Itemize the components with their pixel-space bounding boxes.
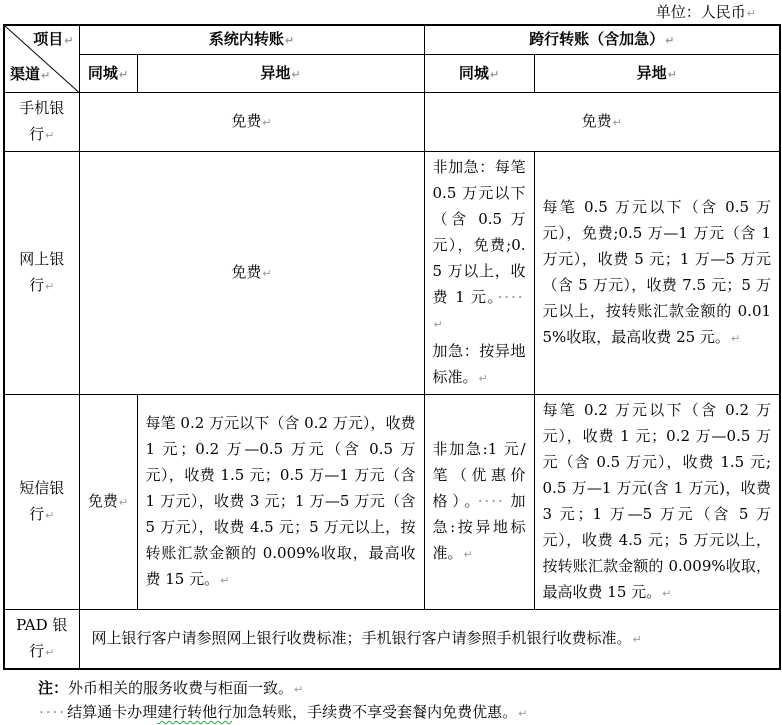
corner-header-channel: 渠道↵: [10, 65, 51, 83]
paragraph-mark: ↵: [730, 332, 741, 345]
document-page: [0, 3, 782, 721]
subheader-same-city-1: 同城↵: [79, 55, 137, 93]
paragraph-mark: ↵: [665, 34, 675, 47]
paragraph-mark: ↵: [41, 69, 51, 82]
note-line-2: [38, 701, 782, 725]
paragraph-mark: ↵: [45, 509, 55, 522]
paragraph-mark: ↵: [667, 67, 677, 81]
cell-online-cross-same-city: 非加急：每笔 0.5 万元以下（含 0.5 万元），免费;0.5 万以上，收费 1 元。····↵ 加急：按异地标准。↵: [424, 152, 534, 395]
unit-label-text: 单位：人民币: [655, 3, 746, 21]
footnote-dots: ····: [39, 703, 67, 721]
paragraph-mark: ↵: [45, 280, 55, 293]
corner-header-project: 项目↵: [33, 30, 74, 48]
paragraph-mark: ↵: [262, 116, 272, 129]
paragraph-mark: ↵: [262, 267, 272, 280]
note-1-text: 外币相关的服务收费与柜面一致。: [68, 679, 294, 697]
paragraph-mark: ↵: [489, 67, 500, 81]
paragraph-mark: ↵: [632, 633, 642, 646]
note-2-prefix: 结算通卡办理: [67, 703, 158, 721]
paragraph-mark: ↵: [433, 318, 443, 331]
cell-online-system-fee: 免费↵: [79, 152, 424, 395]
paragraph-mark: ↵: [294, 683, 304, 696]
paragraph-mark: ↵: [612, 116, 622, 129]
footnote-dots: ····: [497, 288, 525, 306]
note-2-suffix: 加急转账，手续费不享受套餐内免费优惠。: [232, 703, 518, 721]
row-mobile-banking: [4, 93, 780, 152]
cell-sms-system-same-city: 免费↵: [79, 395, 137, 610]
cell-pad-content: 网上银行客户请参照网上银行收费标准；手机银行客户请参照手机银行收费标准。↵: [79, 610, 780, 670]
unit-label: [0, 3, 756, 22]
notes-section: [38, 677, 782, 725]
paragraph-mark: ↵: [284, 34, 295, 47]
row-label-sms-banking: 短信银行↵: [4, 395, 79, 610]
paragraph-mark: ↵: [463, 548, 473, 561]
paragraph-mark: ↵: [662, 587, 672, 600]
paragraph-mark: ↵: [45, 129, 55, 142]
row-label-pad-banking: PAD 银行↵: [4, 610, 79, 670]
cell-online-cross-remote: 每笔 0.5 万元以下（含 0.5 万元），免费;0.5 万—1 万元（含 1 万元），收费 5 元；1 万—5 万元（含 5 万元），收费 7.5 元；5 万元以上，按转账汇款金额的 0.015%收取，最高收费 25 元。↵: [534, 152, 780, 395]
paragraph-mark: ↵: [478, 372, 488, 385]
fee-table: [3, 24, 781, 670]
paragraph-mark: ↵: [118, 67, 129, 81]
paragraph-mark: ↵: [118, 496, 129, 509]
row-pad-banking: [4, 610, 780, 670]
corner-header-cell: [4, 25, 79, 93]
cell-mobile-cross-fee: 免费↵: [424, 93, 780, 152]
cell-sms-system-remote: 每笔 0.2 万元以下（含 0.2 万元），收费 1 元；0.2 万—0.5 万元（含 0.5 万元），收费 1.5 元；0.5 万—1 万元（含 1 万元），收费 3 元；1 万—5 万元（含 5 万元），收费 4.5 元；5 万元以上，按转账汇款金额的 0.009%收取，最高收费 15 元。↵: [137, 395, 424, 610]
paragraph-mark: ↵: [220, 574, 230, 587]
note-label: 注：: [38, 679, 69, 697]
note-line-1: [38, 677, 782, 701]
row-label-mobile-banking: 手机银行↵: [4, 93, 79, 152]
header-cross-bank-transfer: 跨行转账（含加急）↵: [424, 25, 780, 55]
subheader-remote-2: 异地↵: [534, 55, 780, 93]
paragraph-mark: ↵: [64, 34, 74, 47]
paragraph-mark: ↵: [45, 646, 55, 659]
row-label-online-banking: 网上银行↵: [4, 152, 79, 395]
cell-sms-cross-remote: 每笔 0.2 万元以下（含 0.2 万元），收费 1 元；0.2 万—0.5 万元（含 0.5 万元），收费 1.5 元;0.5 万—1 万元(含 1 万元)，收费 3 元；1 万—5 万元（含 5 万元），收费 4.5 元；5 万元以上，按转账汇款金额的 0.009%收取，最高收费 15 元。↵: [534, 395, 780, 610]
note-2-spellcheck-underline: 建行转他行: [157, 703, 233, 721]
paragraph-mark: ↵: [291, 67, 301, 81]
subheader-remote-1: 异地↵: [137, 55, 424, 93]
row-sms-banking: [4, 395, 780, 610]
subheader-same-city-2: 同城↵: [424, 55, 534, 93]
footnote-dots: ····: [477, 492, 505, 510]
header-intra-system-transfer: 系统内转账↵: [79, 25, 424, 55]
cell-sms-cross-same-city: 非加急:1 元/笔（优惠价格）。····加急:按异地标准。↵: [424, 395, 534, 610]
paragraph-mark: ↵: [746, 7, 756, 20]
cell-mobile-system-fee: 免费↵: [79, 93, 424, 152]
row-online-banking: [4, 152, 780, 395]
paragraph-mark: ↵: [518, 707, 528, 720]
